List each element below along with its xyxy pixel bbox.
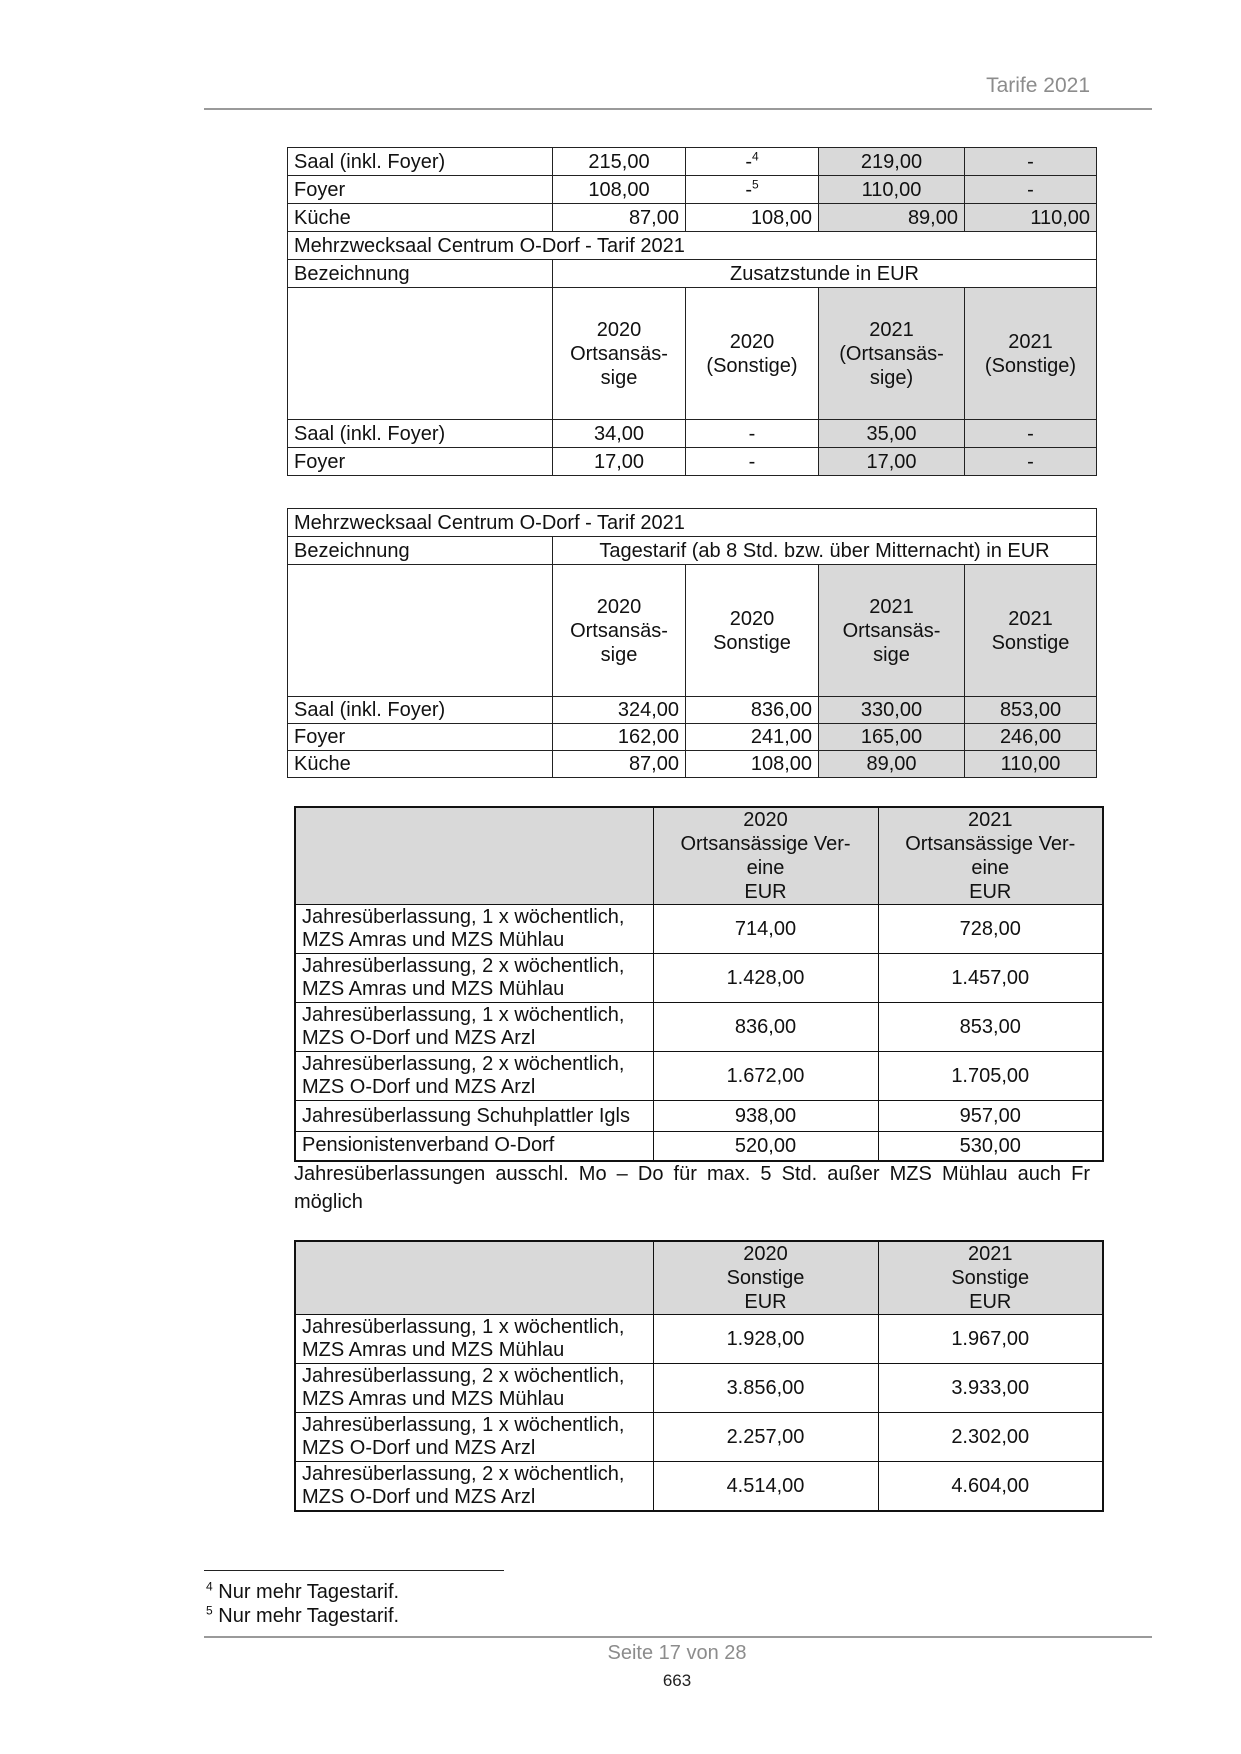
row-label: Foyer: [288, 176, 553, 204]
row-label: Saal (inkl. Foyer): [288, 420, 553, 448]
col-header-2020-other: 2020 Sonstige: [686, 565, 819, 697]
value-2021-local: 110,00: [819, 176, 965, 204]
value-2021: 728,00: [878, 905, 1103, 954]
row-label: Foyer: [288, 724, 553, 751]
value-2020-local: 87,00: [553, 751, 686, 778]
row-label: Jahresüberlassung, 2 x wöchentlich, MZS Amras und MZS Mühlau: [295, 954, 653, 1003]
value-2020-other: -: [686, 420, 819, 448]
value-2021-local: 35,00: [819, 420, 965, 448]
table-row: [295, 1364, 1103, 1413]
value-2021-other: -: [965, 148, 1097, 176]
footnote-rule: [204, 1570, 504, 1571]
col-header-2021-other: 2021 (Sonstige): [965, 288, 1097, 420]
table-row: [288, 176, 1097, 204]
value-2020: 714,00: [653, 905, 878, 954]
group-header: Zusatzstunde in EUR: [553, 260, 1097, 288]
value-2021-other: -: [965, 176, 1097, 204]
value-2020-local: 215,00: [553, 148, 686, 176]
value-2020: 520,00: [653, 1132, 878, 1161]
row-label: Foyer: [288, 448, 553, 476]
row-label: Jahresüberlassung, 2 x wöchentlich, MZS Amras und MZS Mühlau: [295, 1364, 653, 1413]
value-2020: 1.672,00: [653, 1052, 878, 1101]
value-2020: 3.856,00: [653, 1364, 878, 1413]
value-2020-local: 17,00: [553, 448, 686, 476]
col-header-2020-local: 2020 Ortsansäs- sige: [553, 565, 686, 697]
value-2021: 4.604,00: [878, 1462, 1103, 1511]
empty-header-cell: [288, 288, 553, 420]
value-2020: 4.514,00: [653, 1462, 878, 1511]
table-row: [288, 724, 1097, 751]
table-row: [288, 697, 1097, 724]
table-row: [288, 448, 1097, 476]
table-title: Mehrzwecksaal Centrum O-Dorf - Tarif 2021: [288, 232, 1097, 260]
value-2020-local: 108,00: [553, 176, 686, 204]
bezeichnung-header: Bezeichnung: [288, 260, 553, 288]
footer-rule: [204, 1636, 1152, 1638]
value-2021: 853,00: [878, 1003, 1103, 1052]
value-2021: 3.933,00: [878, 1364, 1103, 1413]
row-label: Jahresüberlassung, 1 x wöchentlich, MZS O-Dorf und MZS Arzl: [295, 1003, 653, 1052]
col-header-2021-local: 2021 (Ortsansäs- sige): [819, 288, 965, 420]
value-2021-local: 219,00: [819, 148, 965, 176]
empty-header-cell: [295, 1241, 653, 1315]
footnote-5: $^5$ Nur mehr Tagestarif.: [206, 1603, 400, 1627]
table-row: [295, 1101, 1103, 1132]
value-2020-local: 162,00: [553, 724, 686, 751]
value-2020-other: 108,00: [686, 204, 819, 232]
group-header: Tagestarif (ab 8 Std. bzw. über Mitternacht) in EUR: [553, 537, 1097, 565]
col-header-2021: 2021 Sonstige EUR: [878, 1241, 1103, 1315]
value-2021: 530,00: [878, 1132, 1103, 1161]
value-2020-other: 108,00: [686, 751, 819, 778]
table-row: [295, 1413, 1103, 1462]
table-row: [288, 751, 1097, 778]
value-2021-other: 246,00: [965, 724, 1097, 751]
row-label: Jahresüberlassung Schuhplattler Igls: [295, 1101, 653, 1132]
value-2020: 1.928,00: [653, 1315, 878, 1364]
value-2021-local: 89,00: [819, 204, 965, 232]
row-label: Jahresüberlassung, 1 x wöchentlich, MZS Amras und MZS Mühlau: [295, 905, 653, 954]
value-2021: 957,00: [878, 1101, 1103, 1132]
row-label: Jahresüberlassung, 2 x wöchentlich, MZS O-Dorf und MZS Arzl: [295, 1052, 653, 1101]
value-2020: 2.257,00: [653, 1413, 878, 1462]
value-2021-other: 110,00: [965, 204, 1097, 232]
table-row: [295, 905, 1103, 954]
value-2021-other: -: [965, 420, 1097, 448]
value-2021-local: 17,00: [819, 448, 965, 476]
table-row: [295, 1132, 1103, 1161]
footnote-ref: 4: [751, 148, 759, 163]
value-2020-other: 241,00: [686, 724, 819, 751]
row-label: Küche: [288, 204, 553, 232]
table-row: [295, 1315, 1103, 1364]
table-row: [288, 204, 1097, 232]
footnote-ref: 5: [751, 176, 759, 191]
value-2021-local: 165,00: [819, 724, 965, 751]
vereine-annual-table: [294, 806, 1104, 1162]
empty-header-cell: [288, 565, 553, 697]
value-2020-other: -: [686, 448, 819, 476]
value-2020-other: -$^5$: [686, 176, 819, 204]
value-2020-local: 34,00: [553, 420, 686, 448]
row-label: Saal (inkl. Foyer): [288, 697, 553, 724]
value-2020-other: 836,00: [686, 697, 819, 724]
row-label: Pensionistenverband O-Dorf: [295, 1132, 653, 1161]
value-2021-other: -: [965, 448, 1097, 476]
value-2020-other: -$^4$: [686, 148, 819, 176]
value-2021: 1.967,00: [878, 1315, 1103, 1364]
col-header-2020: 2020 Ortsansässige Ver- eine EUR: [653, 807, 878, 905]
table-row: [295, 1003, 1103, 1052]
col-header-2020-local: 2020 Ortsansäs- sige: [553, 288, 686, 420]
table-title: Mehrzwecksaal Centrum O-Dorf - Tarif 2021: [288, 509, 1097, 537]
row-label: Jahresüberlassung, 1 x wöchentlich, MZS O-Dorf und MZS Arzl: [295, 1413, 653, 1462]
value-2020: 836,00: [653, 1003, 878, 1052]
sonstige-annual-table: [294, 1240, 1104, 1512]
value-2020: 938,00: [653, 1101, 878, 1132]
zusatzstunde-table: [287, 147, 1097, 476]
footnote-4: $^4$ Nur mehr Tagestarif.: [206, 1579, 400, 1603]
value-2020: 1.428,00: [653, 954, 878, 1003]
value-2021-other: 110,00: [965, 751, 1097, 778]
table-row: [295, 1052, 1103, 1101]
header-rule: [204, 108, 1152, 110]
value-2021-local: 89,00: [819, 751, 965, 778]
row-label: Jahresüberlassung, 2 x wöchentlich, MZS O-Dorf und MZS Arzl: [295, 1462, 653, 1511]
page-indicator: Seite 17 von 28: [607, 1642, 747, 1664]
value-2020-local: 87,00: [553, 204, 686, 232]
row-label: Saal (inkl. Foyer): [288, 148, 553, 176]
tagestarif-table: [287, 508, 1097, 778]
page-number: 663: [662, 1671, 692, 1690]
col-header-2021-local: 2021 Ortsansäs- sige: [819, 565, 965, 697]
value-2021: 2.302,00: [878, 1413, 1103, 1462]
table-row: [288, 148, 1097, 176]
value-2021: 1.705,00: [878, 1052, 1103, 1101]
table-row: [295, 1462, 1103, 1511]
empty-header-cell: [295, 807, 653, 905]
value-2020-local: 324,00: [553, 697, 686, 724]
col-header-2020-other: 2020 (Sonstige): [686, 288, 819, 420]
col-header-2021: 2021 Ortsansässige Ver- eine EUR: [878, 807, 1103, 905]
col-header-2020: 2020 Sonstige EUR: [653, 1241, 878, 1315]
annual-note: Jahresüberlassungen ausschl. Mo – Do für max. 5 Std. außer MZS Mühlau auch Fr möglich: [294, 1163, 1090, 1213]
header-title: Tarife 2021: [986, 74, 1090, 97]
table-row: [288, 420, 1097, 448]
value-2021-local: 330,00: [819, 697, 965, 724]
bezeichnung-header: Bezeichnung: [288, 537, 553, 565]
row-label: Küche: [288, 751, 553, 778]
table-row: [295, 954, 1103, 1003]
value-2021: 1.457,00: [878, 954, 1103, 1003]
col-header-2021-other: 2021 Sonstige: [965, 565, 1097, 697]
row-label: Jahresüberlassung, 1 x wöchentlich, MZS Amras und MZS Mühlau: [295, 1315, 653, 1364]
value-2021-other: 853,00: [965, 697, 1097, 724]
